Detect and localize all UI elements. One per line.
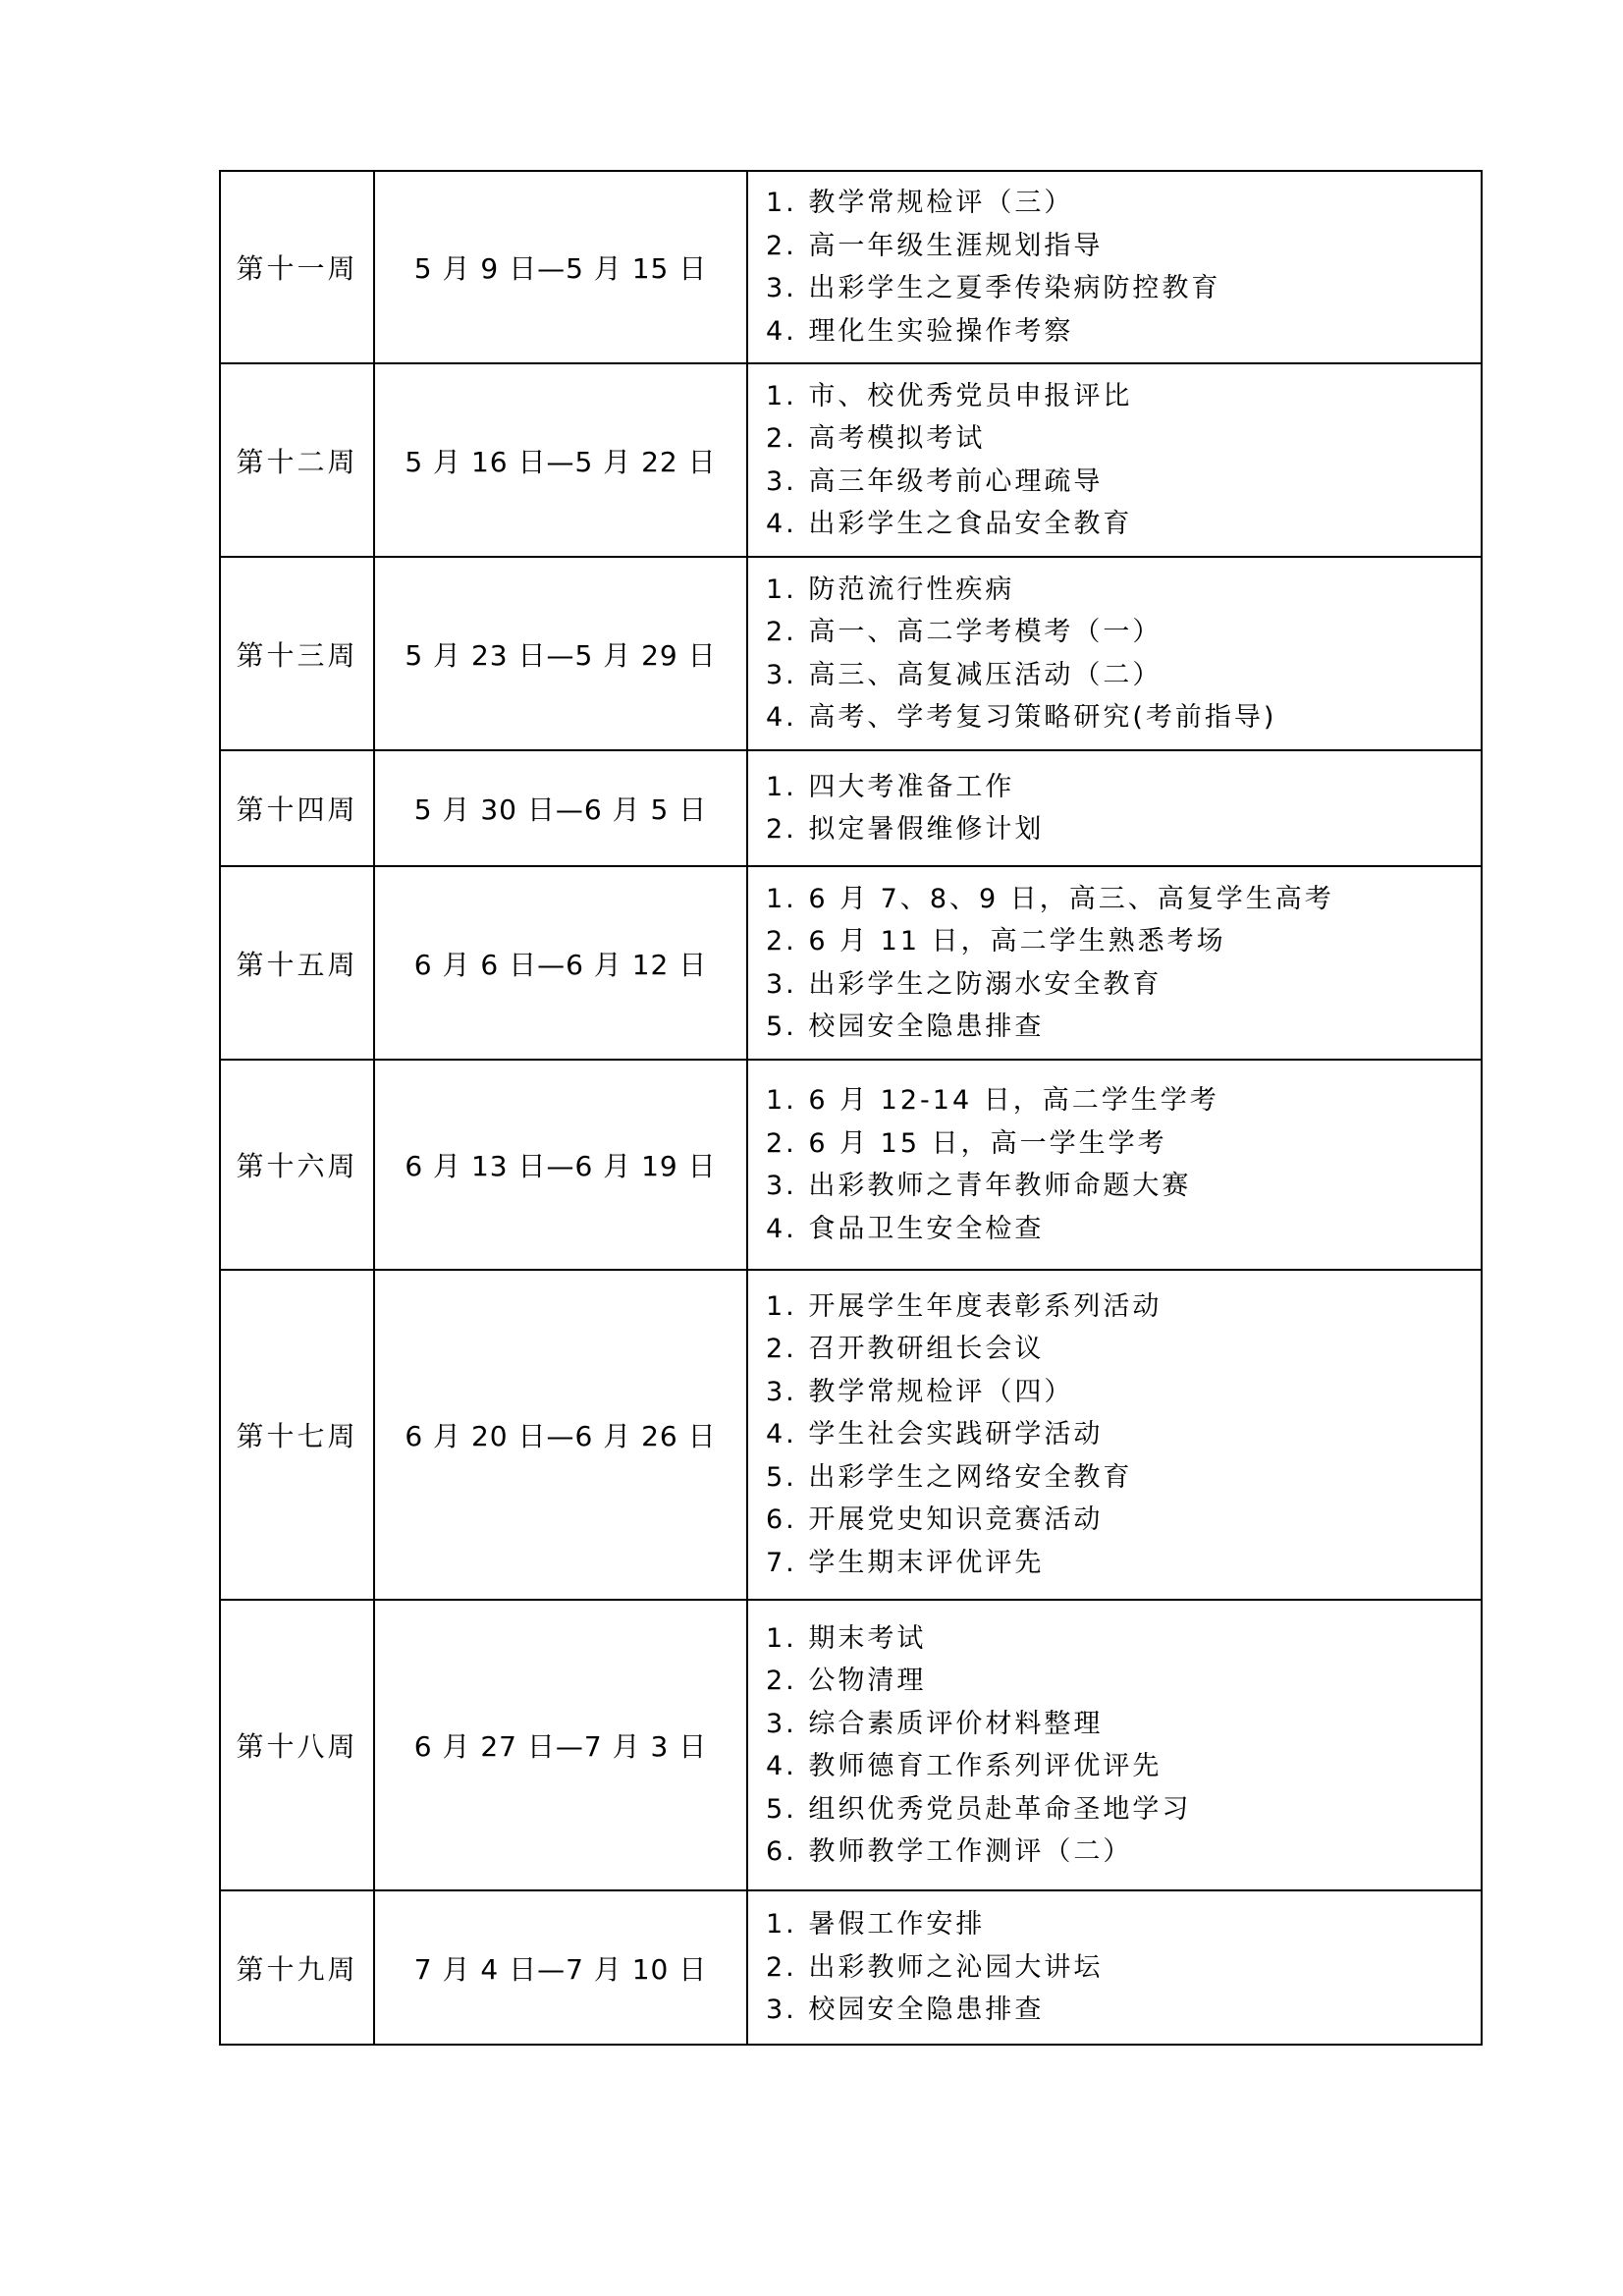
weekly-schedule-table (219, 170, 1483, 2046)
list-item: 5. 组织优秀党员赴革命圣地学习 (766, 1793, 1192, 1825)
week-cell: 第十一周 (220, 171, 374, 363)
date-range-cell: 5 月 9 日—5 月 15 日 (374, 171, 747, 363)
list-item: 4. 理化生实验操作考察 (766, 315, 1074, 347)
table-row (220, 1600, 1482, 1890)
table-row (220, 171, 1482, 363)
list-item: 2. 6 月 15 日，高一学生学考 (766, 1127, 1167, 1159)
list-item: 1. 期末考试 (766, 1622, 927, 1654)
week-cell: 第十八周 (220, 1600, 374, 1890)
list-item: 1. 教学常规检评（三） (766, 188, 1074, 218)
activities-cell (747, 1890, 1482, 2045)
list-item: 4. 出彩学生之食品安全教育 (766, 509, 1133, 539)
list-item: 1. 市、校优秀党员申报评比 (766, 380, 1133, 411)
week-cell: 第十七周 (220, 1270, 374, 1600)
list-item: 2. 高考模拟考试 (766, 423, 986, 454)
list-item: 3. 教学常规检评（四） (766, 1376, 1074, 1407)
week-cell: 第十二周 (220, 363, 374, 557)
activities-cell (747, 1060, 1482, 1270)
date-range-cell: 6 月 6 日—6 月 12 日 (374, 866, 747, 1060)
list-item: 2. 6 月 11 日，高二学生熟悉考场 (766, 926, 1226, 957)
list-item: 1. 四大考准备工作 (766, 771, 1015, 802)
list-item: 3. 校园安全隐患排查 (766, 1995, 1045, 2026)
list-item: 1. 暑假工作安排 (766, 1909, 986, 1941)
list-item: 2. 高一、高二学考模考（一） (766, 617, 1163, 647)
table-row (220, 866, 1482, 1060)
list-item: 3. 高三、高复减压活动（二） (766, 659, 1163, 690)
list-item: 3. 出彩学生之夏季传染病防控教育 (766, 273, 1221, 303)
list-item: 5. 出彩学生之网络安全教育 (766, 1461, 1133, 1493)
list-item: 3. 出彩教师之青年教师命题大赛 (766, 1171, 1192, 1201)
activities-cell (747, 1600, 1482, 1890)
list-item: 6. 教师教学工作测评（二） (766, 1836, 1133, 1867)
week-cell: 第十六周 (220, 1060, 374, 1270)
list-item: 7. 学生期末评优评先 (766, 1547, 1045, 1578)
list-item: 4. 教师德育工作系列评优评先 (766, 1751, 1163, 1781)
week-cell: 第十九周 (220, 1890, 374, 2045)
table-row (220, 750, 1482, 866)
table-row (220, 557, 1482, 750)
date-range-cell: 6 月 20 日—6 月 26 日 (374, 1270, 747, 1600)
list-item: 4. 学生社会实践研学活动 (766, 1419, 1104, 1450)
activities-cell (747, 866, 1482, 1060)
list-item: 4. 高考、学考复习策略研究(考前指导) (766, 702, 1277, 733)
table-row (220, 1270, 1482, 1600)
activities-cell (747, 557, 1482, 750)
list-item: 3. 出彩学生之防溺水安全教育 (766, 968, 1163, 1000)
date-range-cell: 5 月 16 日—5 月 22 日 (374, 363, 747, 557)
table-row (220, 1060, 1482, 1270)
table-row (220, 363, 1482, 557)
list-item: 1. 6 月 12-14 日，高二学生学考 (766, 1085, 1219, 1116)
activities-cell (747, 1270, 1482, 1600)
list-item: 6. 开展党史知识竞赛活动 (766, 1504, 1104, 1536)
list-item: 1. 开展学生年度表彰系列活动 (766, 1290, 1163, 1322)
list-item: 3. 综合素质评价材料整理 (766, 1708, 1104, 1739)
activities-cell (747, 750, 1482, 866)
week-cell: 第十三周 (220, 557, 374, 750)
list-item: 4. 食品卫生安全检查 (766, 1213, 1045, 1244)
list-item: 2. 高一年级生涯规划指导 (766, 230, 1104, 261)
date-range-cell: 6 月 27 日—7 月 3 日 (374, 1600, 747, 1890)
activities-cell (747, 363, 1482, 557)
date-range-cell: 5 月 23 日—5 月 29 日 (374, 557, 747, 750)
list-item: 2. 召开教研组长会议 (766, 1334, 1045, 1365)
date-range-cell: 6 月 13 日—6 月 19 日 (374, 1060, 747, 1270)
activities-cell (747, 171, 1482, 363)
week-cell: 第十四周 (220, 750, 374, 866)
date-range-cell: 5 月 30 日—6 月 5 日 (374, 750, 747, 866)
week-cell: 第十五周 (220, 866, 374, 1060)
list-item: 1. 防范流行性疾病 (766, 574, 1015, 605)
list-item: 1. 6 月 7、8、9 日，高三、高复学生高考 (766, 883, 1334, 914)
table-row (220, 1890, 1482, 2045)
date-range-cell: 7 月 4 日—7 月 10 日 (374, 1890, 747, 2045)
list-item: 2. 公物清理 (766, 1666, 927, 1696)
list-item: 3. 高三年级考前心理疏导 (766, 465, 1104, 497)
list-item: 2. 拟定暑假维修计划 (766, 814, 1045, 845)
list-item: 2. 出彩教师之沁园大讲坛 (766, 1951, 1104, 1983)
list-item: 5. 校园安全隐患排查 (766, 1011, 1045, 1042)
